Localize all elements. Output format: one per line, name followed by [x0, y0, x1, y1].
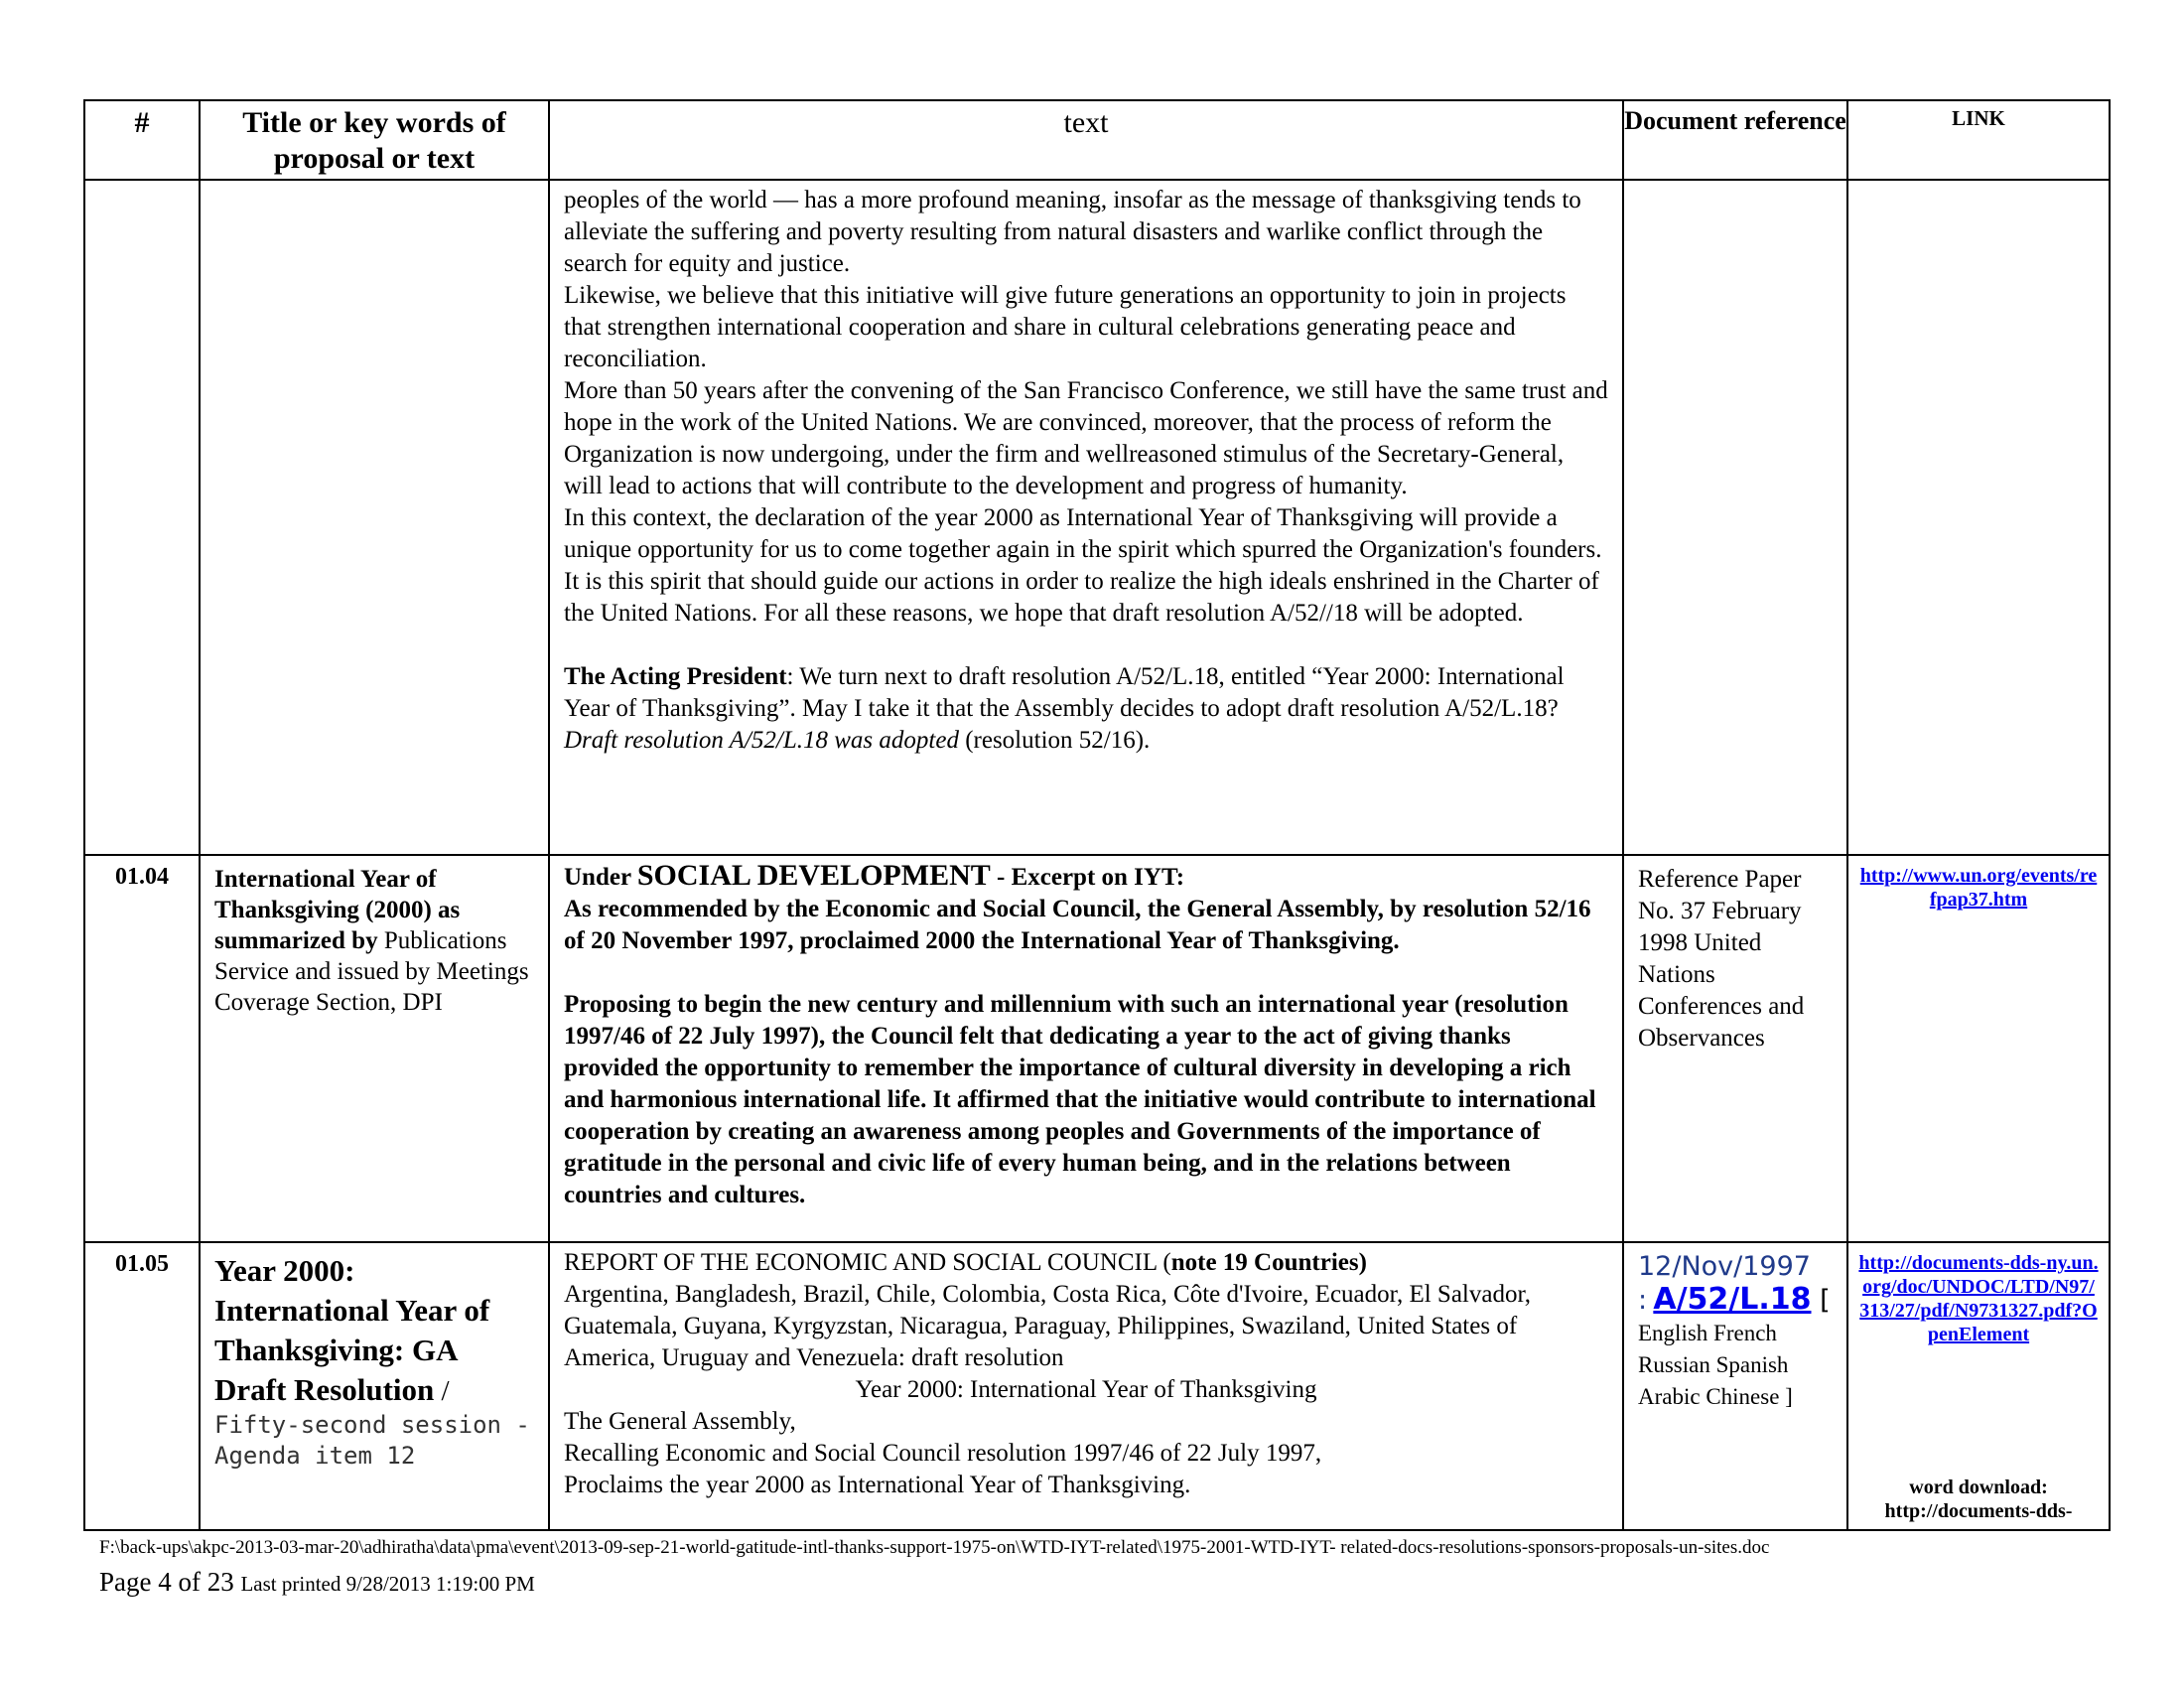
table-row — [84, 1242, 2110, 1530]
adopted-paragraph — [564, 725, 1608, 757]
text-paragraph: As recommended by the Economic and Social Council, the General Assembly, by resolution 52/16 of 20 November 1997, proclaimed 2000 the International Year of Thanksgiving. — [564, 896, 1591, 954]
header-text: text — [549, 100, 1623, 180]
report-note: note 19 Countries) — [1170, 1249, 1367, 1276]
footer-page-info — [99, 1567, 535, 1598]
row-title-agenda: Fifty-second session -Agenda item 12 — [214, 1411, 530, 1470]
table-row — [84, 180, 2110, 855]
excerpt-label: - Excerpt on IYT: — [990, 864, 1185, 891]
doc-languages: English French Russian Spanish Arabic Chinese ] — [1638, 1321, 1793, 1409]
recalling-line: Recalling Economic and Social Council resolution 1997/46 of 22 July 1997, — [564, 1440, 1322, 1467]
row-number: 01.04 — [84, 855, 200, 1242]
word-download-label: word download: — [1909, 1477, 2048, 1498]
acting-president-label: The Acting President — [564, 663, 787, 690]
dds-pdf-link[interactable]: http://documents-dds-ny.un.org/doc/UNDOC/LTD/N97/313/27/pdf/N9731327.pdf?OpenElement — [1858, 1252, 2099, 1345]
centered-resolution-title: Year 2000: International Year of Thanksgiving — [855, 1376, 1317, 1403]
word-download-block — [1848, 1476, 2109, 1523]
doc-bracket: [ — [1811, 1285, 1831, 1316]
row-title-big: Year 2000: International Year of Thanksgiving: GA Draft Resolution — [214, 1253, 490, 1407]
doc-colon: : — [1638, 1285, 1648, 1316]
row-number: 01.05 — [84, 1242, 200, 1530]
row-title-slash: / — [434, 1375, 450, 1407]
row-link — [1847, 1242, 2110, 1530]
general-assembly-line: The General Assembly, — [564, 1408, 796, 1435]
social-development-label: SOCIAL DEVELOPMENT — [636, 859, 991, 892]
proclaims-line: Proclaims the year 2000 as International Year of Thanksgiving. — [564, 1472, 1191, 1498]
row-doc-reference — [1623, 180, 1847, 855]
row-doc-reference — [1623, 1242, 1847, 1530]
refpap37-link[interactable]: http://www.un.org/events/refpap37.htm — [1859, 865, 2098, 911]
last-printed: Last printed 9/28/2013 1:19:00 PM — [240, 1572, 535, 1596]
row-text — [549, 180, 1623, 855]
doc-date: 12/Nov/1997 — [1638, 1251, 1811, 1282]
row-text — [549, 855, 1623, 1242]
report-heading — [564, 1247, 1608, 1279]
text-paragraph: More than 50 years after the convening of the San Francisco Conference, we still have the same trust and hope in the work of the United Nations. We are convinced, moreover, that the process of reform the Organization is now undergoing, under the firm and wellreasoned stimulus of the Secretary-General, will lead to actions that will contribute to the development and progress of humanity. — [564, 377, 1608, 499]
adopted-rest: (resolution 52/16). — [958, 727, 1151, 754]
adopted-italic: Draft resolution A/52/L.18 was adopted — [564, 727, 959, 754]
header-doc-reference: Document reference — [1623, 100, 1847, 180]
text-paragraph: Proposing to begin the new century and millennium with such an international year (resolution 1997/46 of 22 July 1997), the Council felt that dedicating a year to the act of giving thanks provided the opportunity to remember the importance of cultural diversity in developing a rich and harmonious international life. It affirmed that the initiative would contribute to international cooperation by creating an awareness among peoples and Governments of the importance of gratitude in the personal and civic life of every human being, and in the relations between countries and cultures. — [564, 991, 1596, 1208]
text-paragraph: peoples of the world — has a more profound meaning, insofar as the message of thanksgiving tends to alleviate the suffering and poverty resulting from natural disasters and warlike conflict through the search for equity and justice. — [564, 187, 1581, 277]
word-download-link[interactable]: http://documents-dds- — [1884, 1500, 2073, 1522]
section-heading — [564, 860, 1608, 894]
header-title: Title or key words of proposal or text — [200, 100, 549, 180]
table-row — [84, 855, 2110, 1242]
page-number: Page 4 of 23 — [99, 1567, 234, 1597]
report-text: REPORT OF THE ECONOMIC AND SOCIAL COUNCIL ( — [564, 1249, 1171, 1276]
row-title — [200, 1242, 549, 1530]
text-paragraph: In this context, the declaration of the year 2000 as International Year of Thanksgiving will provide a unique opportunity for us to come together again in the spirit which spurred the Organization's founders. It is this spirit that should guide our actions in order to realize the high ideals enshrined in the Charter of the United Nations. For all these reasons, we hope that draft resolution A/52//18 will be adopted. — [564, 504, 1602, 627]
row-title — [200, 855, 549, 1242]
footer-file-path: F:\back-ups\akpc-2013-03-mar-20\adhiratha\data\pma\event\2013-09-sep-21-world-gatitude-intl-thanks-support-1975-on\WTD-IYT-related\1975-2001-WTD-IYT- related-docs-resolutions-sponsors-proposals-un-sites.doc — [99, 1537, 1770, 1558]
acting-president-paragraph — [564, 661, 1608, 725]
a52-l18-link[interactable]: A/52/L.18 — [1653, 1282, 1812, 1317]
acting-president-text: : We turn next to draft resolution A/52/L.18, entitled “Year 2000: International Year of Thanksgiving”. May I take it that the Assembly decides to adopt draft resolution A/52/L.18? — [564, 663, 1565, 722]
row-link — [1847, 180, 2110, 855]
text-paragraph: Likewise, we believe that this initiative will give future generations an opportunity to join in projects that strengthen international cooperation and share in cultural celebrations generating peace and reconciliation. — [564, 282, 1567, 372]
row-doc-reference: Reference Paper No. 37 February 1998 United Nations Conferences and Observances — [1623, 855, 1847, 1242]
row-title-rest: Publications Service and issued by Meetings Coverage Section, DPI — [214, 927, 529, 1016]
row-title — [200, 180, 549, 855]
countries-paragraph: Argentina, Bangladesh, Brazil, Chile, Colombia, Costa Rica, Côte d'Ivoire, Ecuador, El Salvador, Guatemala, Guyana, Kyrgyzstan, Nicaragua, Paraguay, Philippines, Swaziland, United States of America, Uruguay and Venezuela: draft resolution — [564, 1281, 1532, 1371]
row-link — [1847, 855, 2110, 1242]
header-link: LINK — [1847, 100, 2110, 180]
row-number — [84, 180, 200, 855]
under-label: Under — [564, 864, 637, 891]
document-table — [83, 99, 2111, 1531]
header-num: # — [84, 100, 200, 180]
row-text — [549, 1242, 1623, 1530]
row-title-bold: International Year of Thanksgiving (2000) as summarized by — [214, 866, 461, 954]
table-header-row — [84, 100, 2110, 180]
